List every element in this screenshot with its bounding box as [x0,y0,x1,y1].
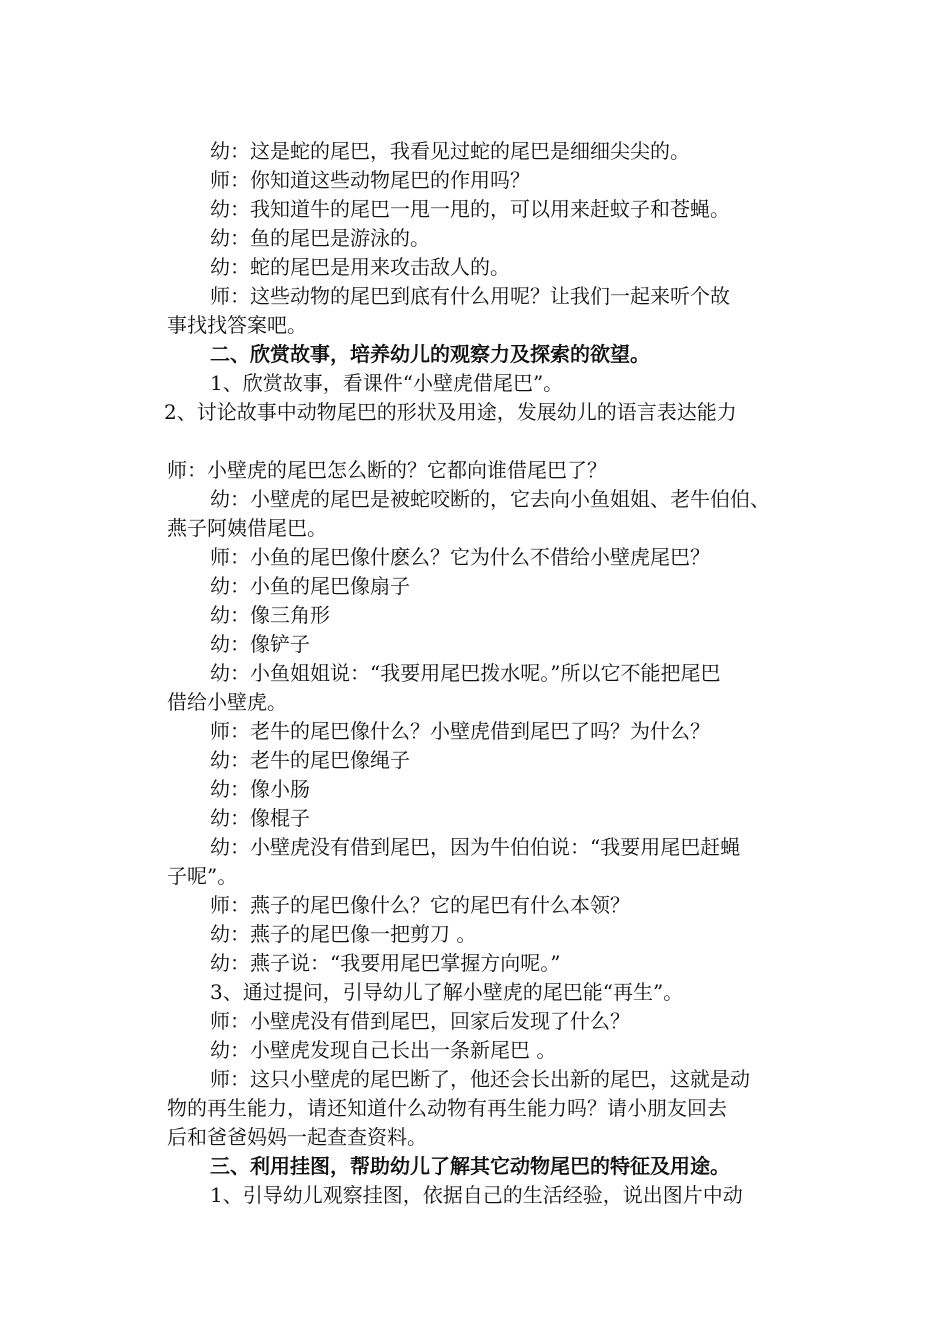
text-line: 幼：小壁虎发现自己长出一条新尾巴 。 [210,1038,557,1062]
text-line: 幼：像棍子 [210,806,310,830]
text-line: 幼：我知道牛的尾巴一甩一甩的，可以用来赶蚊子和苍蝇。 [210,197,730,221]
text-line: 1、引导幼儿观察挂图，依据自己的生活经验，说出图片中动 [210,1183,743,1207]
text-line: 师：小鱼的尾巴像什麽么？它为什么不借给小壁虎尾巴？ [210,545,710,569]
text-line: 燕子阿姨借尾巴。 [167,516,327,540]
text-line: 1、欣赏故事，看课件“小壁虎借尾巴”。 [210,371,564,395]
text-line: 师：燕子的尾巴像什么？它的尾巴有什么本领？ [210,893,630,917]
text-line: 幼：蛇的尾巴是用来攻击敌人的。 [210,255,510,279]
section-heading: 三、利用挂图，帮助幼儿了解其它动物尾巴的特征及用途。 [210,1154,730,1178]
text-line: 师：你知道这些动物尾巴的作用吗？ [210,168,530,192]
section-heading: 二、欣赏故事，培养幼儿的观察力及探索的欲望。 [210,342,650,366]
text-line: 师：这只小壁虎的尾巴断了，他还会长出新的尾巴，这就是动 [210,1067,750,1091]
text-line: 后和爸爸妈妈一起查查资料。 [167,1125,427,1149]
text-line: 幼：燕子的尾巴像一把剪刀 。 [210,922,477,946]
text-line: 师：小壁虎没有借到尾巴，回家后发现了什么？ [210,1009,630,1033]
document-body [164,137,817,1210]
text-line: 幼：老牛的尾巴像绳子 [210,748,410,772]
text-line: 幼：这是蛇的尾巴，我看见过蛇的尾巴是细细尖尖的。 [210,139,690,163]
text-line: 师：这些动物的尾巴到底有什么用呢？让我们一起来听个故 [210,284,730,308]
text-line: 物的再生能力，请还知道什么动物有再生能力吗？请小朋友回去 [167,1096,727,1120]
text-line: 幼：鱼的尾巴是游泳的。 [210,226,430,250]
text-line: 子呢”。 [167,864,238,888]
text-line: 师：小壁虎的尾巴怎么断的？它都向谁借尾巴了？ [167,458,607,482]
text-line: 幼：小鱼的尾巴像扇子 [210,574,410,598]
text-line: 幼：小壁虎没有借到尾巴，因为牛伯伯说：“我要用尾巴赶蝇 [210,835,741,859]
text-line: 幼：像小肠 [210,777,310,801]
text-line: 2、讨论故事中动物尾巴的形状及用途，发展幼儿的语言表达能力 [164,400,737,424]
text-line: 借给小壁虎。 [167,690,287,714]
text-line: 幼：小鱼姐姐说：“我要用尾巴拨水呢。”所以它不能把尾巴 [210,661,721,685]
text-line: 师：老牛的尾巴像什么？小壁虎借到尾巴了吗？为什么？ [210,719,710,743]
text-line: 事找找答案吧。 [167,313,307,337]
text-line: 幼：像铲子 [210,632,310,656]
blank-line [167,427,817,456]
text-line: 幼：像三角形 [210,603,330,627]
text-line: 3、通过提问，引导幼儿了解小壁虎的尾巴能“再生”。 [210,980,684,1004]
text-line: 幼：燕子说：“我要用尾巴掌握方向呢。” [210,951,561,975]
text-line: 幼：小壁虎的尾巴是被蛇咬断的，它去向小鱼姐姐、老牛伯伯、 [210,487,770,511]
